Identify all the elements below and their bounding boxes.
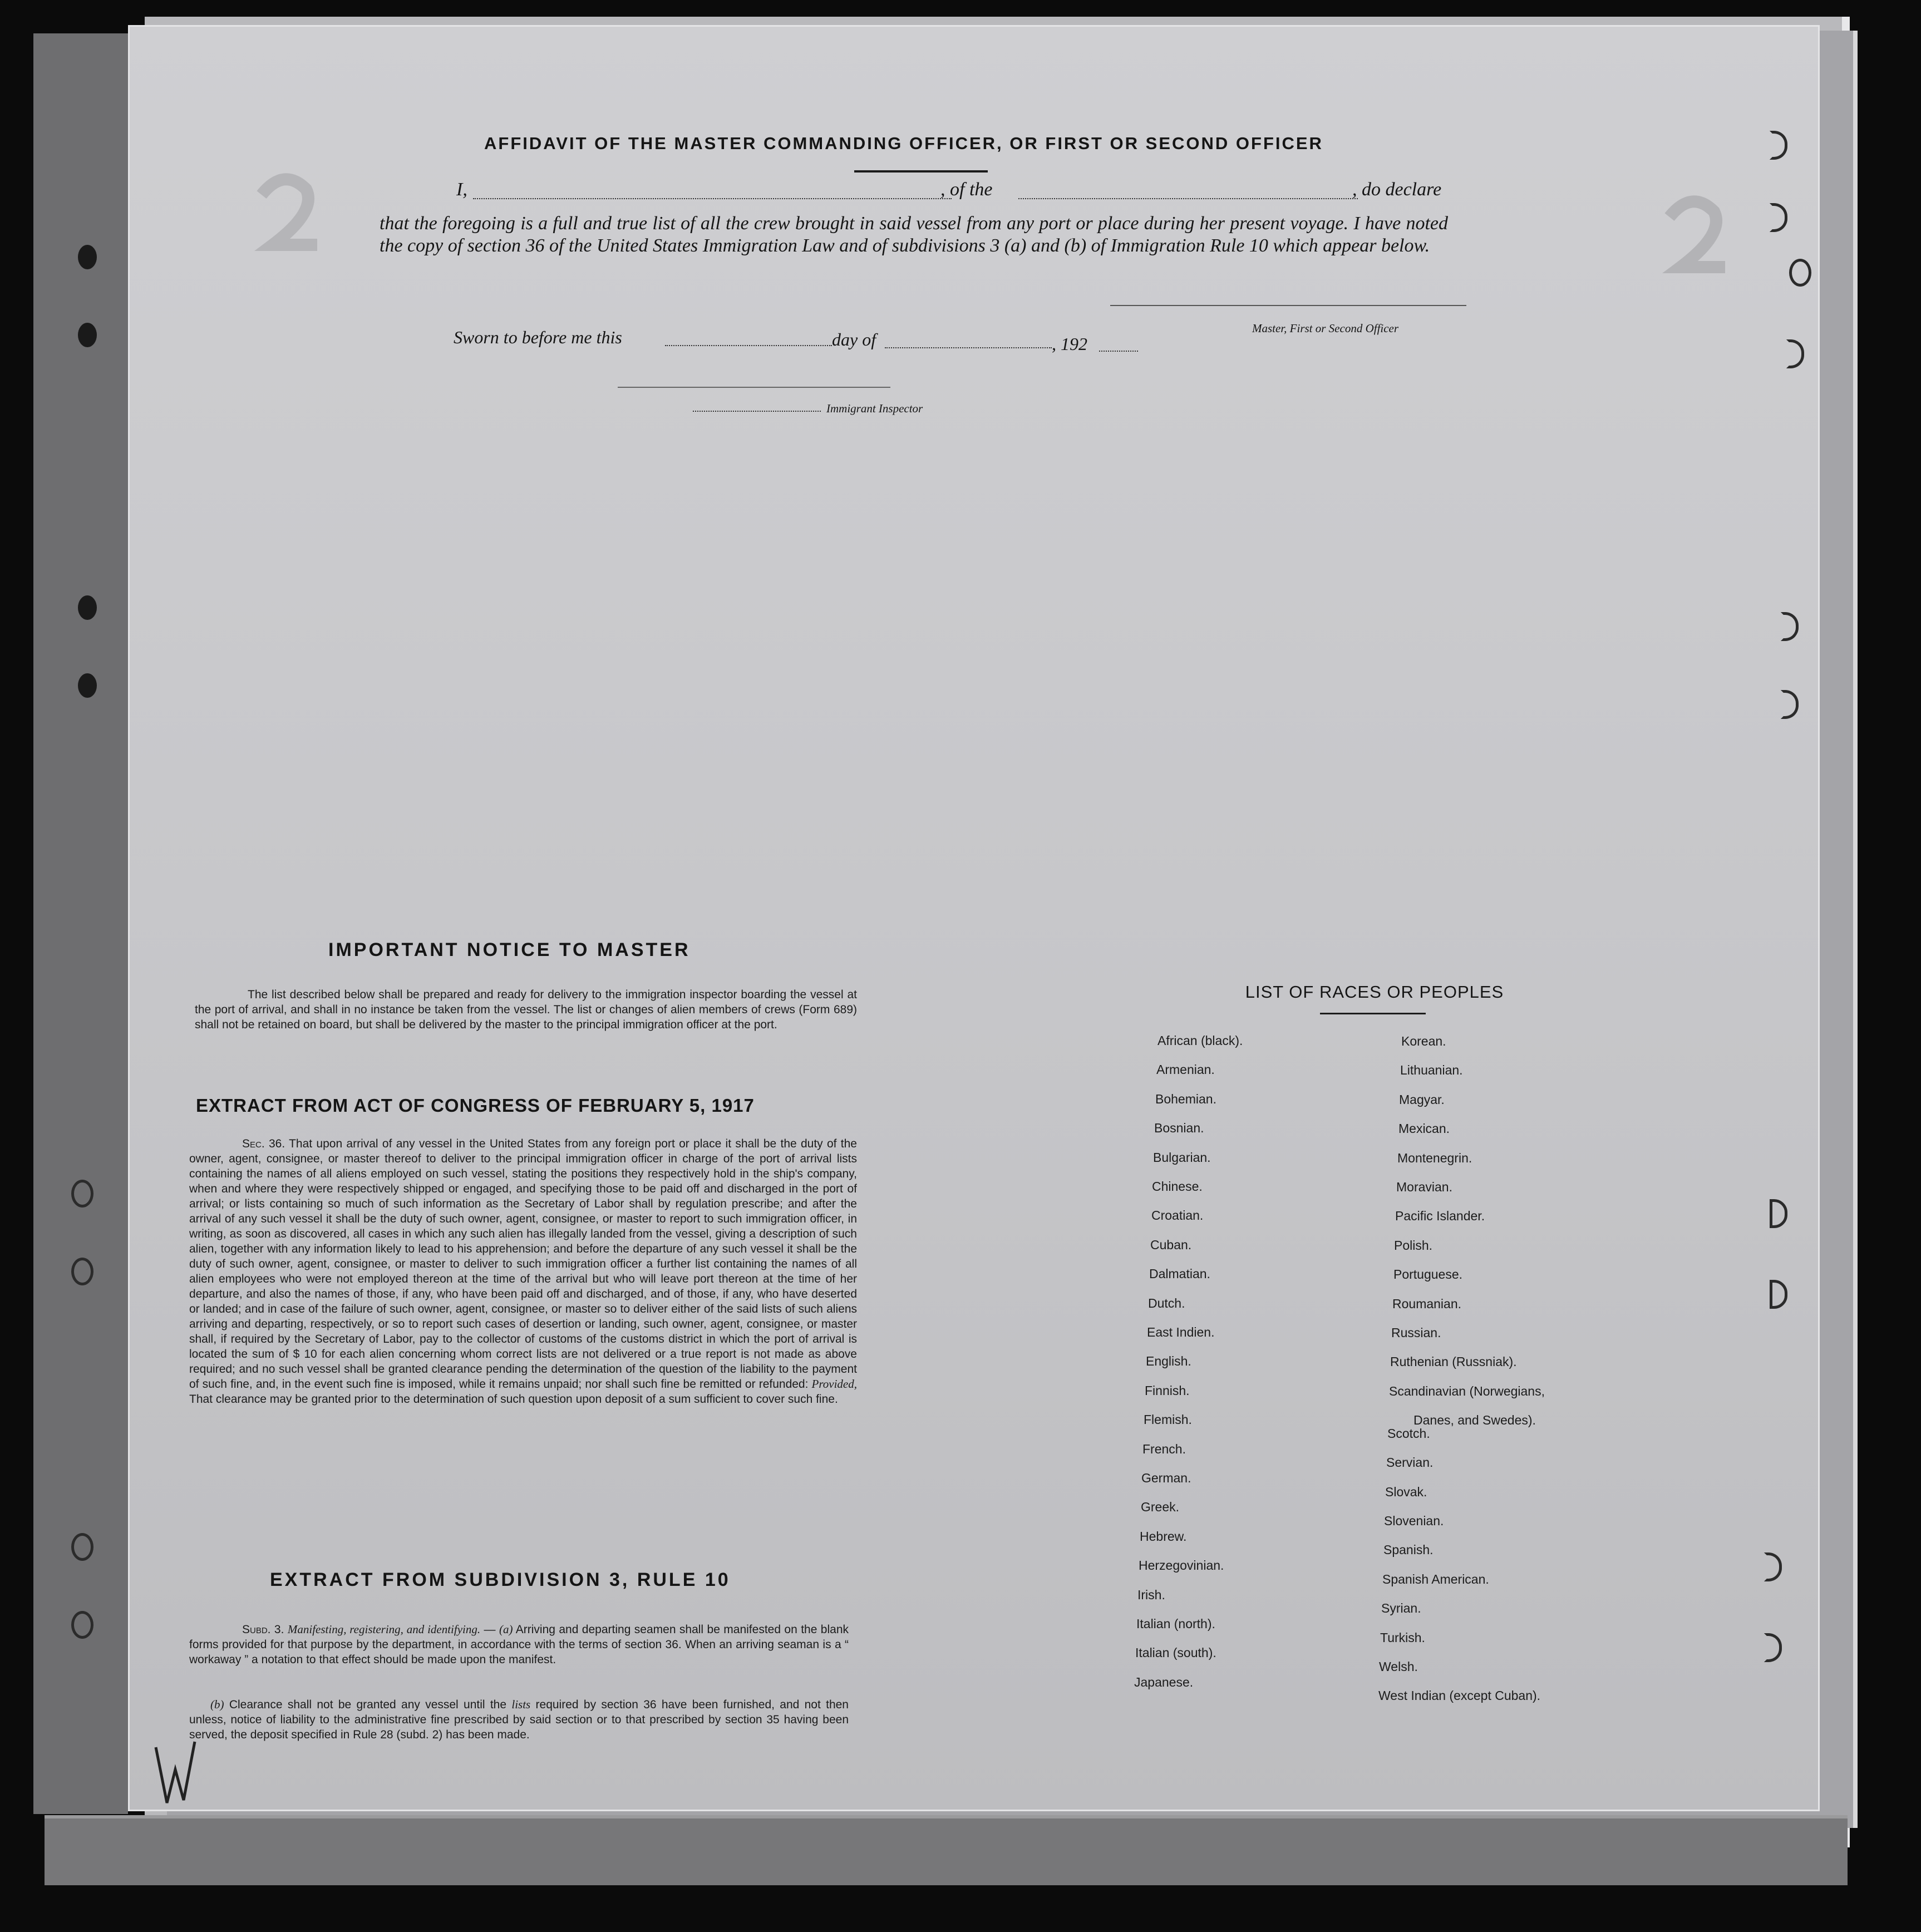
declaration-part-2: , of the: [940, 179, 993, 200]
clause-b-text-1: Clearance shall not be granted any vessel until the: [229, 1698, 507, 1711]
rule-extract-title: EXTRACT FROM SUBDIVISION 3, RULE 10: [270, 1569, 731, 1590]
race-item: Flemish.: [1144, 1412, 1192, 1427]
master-caption: Master, First or Second Officer: [1252, 322, 1399, 335]
clause-b-text-2: required by section 36 have been furnished, and not then unless, notice of liability to the administrative fine prescribed by said section or to that prescribed by section 35 having been served, the deposit specified in Rule 28 (subd. 2) has been made.: [189, 1698, 849, 1741]
punch-hole: [71, 1533, 93, 1561]
year-blank: [1099, 351, 1138, 352]
race-item: Polish.: [1394, 1238, 1433, 1253]
race-item: Herzegovinian.: [1139, 1558, 1224, 1573]
act-extract-body: [189, 1136, 857, 1407]
inspector-signature-line: [618, 387, 890, 388]
race-item: Finnish.: [1145, 1383, 1190, 1398]
race-item: Turkish.: [1380, 1630, 1425, 1645]
act-extract-title: EXTRACT FROM ACT OF CONGRESS OF FEBRUARY 5, 1917: [196, 1095, 755, 1116]
race-item: Magyar.: [1399, 1092, 1445, 1107]
race-item: Russian.: [1391, 1325, 1441, 1340]
race-item: Croatian.: [1151, 1208, 1204, 1223]
race-item: Chinese.: [1152, 1179, 1203, 1194]
race-item: Japanese.: [1134, 1674, 1194, 1689]
name-blank: [473, 198, 952, 199]
signature-line: [1110, 305, 1466, 306]
subdivision-label: Subd. 3.: [242, 1623, 284, 1636]
race-item: African (black).: [1157, 1033, 1243, 1048]
punch-hole: [78, 673, 97, 698]
race-item: Mexican.: [1398, 1121, 1450, 1136]
sworn-part-2: day of: [832, 329, 876, 349]
month-blank: [885, 347, 1052, 348]
race-item: Hebrew.: [1140, 1529, 1187, 1544]
race-item: Armenian.: [1156, 1062, 1215, 1077]
punch-hole: [71, 1180, 93, 1208]
declaration-part-1: I,: [456, 179, 467, 200]
subdivision-heading: Manifesting, registering, and identifying.: [287, 1623, 481, 1636]
race-item: Roumanian.: [1392, 1296, 1462, 1311]
lists-word: lists: [511, 1698, 531, 1711]
clause-b-label: (b): [210, 1698, 224, 1711]
race-item: English.: [1146, 1354, 1191, 1369]
race-item: West Indian (except Cuban).: [1378, 1688, 1541, 1703]
race-item: Danes, and Swedes).: [1413, 1412, 1536, 1427]
sworn-part-1: Sworn to before me this: [454, 327, 622, 347]
punch-hole: [78, 323, 97, 347]
title-underline: [854, 170, 988, 172]
race-item: East Indien.: [1147, 1325, 1215, 1339]
rule-extract-para-b: [189, 1697, 849, 1742]
race-item: Bulgarian.: [1153, 1150, 1211, 1165]
inspector-name-blank: [693, 411, 821, 412]
race-item: Montenegrin.: [1397, 1150, 1472, 1165]
race-item: Dutch.: [1148, 1295, 1185, 1310]
clause-a-text: Arriving and departing seamen shall be manifested on the blank forms provided for that purpose by the department, in accordance with the terms of section 36. When an arriving seaman is a “ workaway ” a notation to that effect should be made upon the manifest.: [189, 1623, 849, 1666]
affidavit-body: that the foregoing is a full and true list of all the crew brought in said vessel from any port or place during her present voyage. I have noted the copy of section 36 of the United States Immigration Law and of subdivisions 3 (a) and (b) of Immigration Rule 10 which appear below.: [380, 213, 1448, 256]
ghost-page-number-mark: [250, 167, 328, 256]
race-item: Spanish.: [1383, 1542, 1434, 1558]
sworn-part-3: , 192: [1052, 334, 1087, 354]
race-item: Bosnian.: [1154, 1121, 1204, 1136]
inspector-caption: Immigrant Inspector: [826, 402, 923, 415]
race-item: Greek.: [1141, 1500, 1180, 1515]
race-item: Korean.: [1401, 1034, 1446, 1048]
provided-text: That clearance may be granted prior to the determination of such question upon deposit of a sum sufficient to cover such fine.: [189, 1393, 838, 1406]
race-item: Welsh.: [1379, 1659, 1418, 1674]
notice-body: The list described below shall be prepared and ready for delivery to the immigration inspector boarding the vessel at the port of arrival, and shall in no instance be taken from the vessel. The list or changes of alien members of crews (Form 689) shall not be retained on board, but shall be delivered by the master to the principal immigration officer at the port.: [195, 988, 857, 1031]
race-item: Spanish American.: [1382, 1571, 1489, 1586]
race-item: Italian (north).: [1136, 1616, 1215, 1631]
affidavit-title: AFFIDAVIT OF THE MASTER COMMANDING OFFICER, OR FIRST OR SECOND OFFICER: [484, 134, 1323, 153]
notice-title: IMPORTANT NOTICE TO MASTER: [328, 939, 691, 960]
race-item: Slovenian.: [1384, 1514, 1444, 1528]
race-item: French.: [1142, 1441, 1186, 1456]
vessel-blank: [1018, 198, 1358, 199]
ghost-page-number-mark: [1658, 189, 1736, 278]
day-blank: [665, 345, 832, 346]
punch-hole: [71, 1258, 93, 1285]
section-36-text: That upon arrival of any vessel in the United States from any foreign port or place it shall be the duty of the owner, agent, consignee, or master thereof to deliver to the principal immigration officer in charge of the port of arrival lists containing the names of all aliens employed on such vessel, stating the positions they respectively hold in the ship's company, when and where they were respectively shipped or engaged, and specifying those to be paid off and discharged in the port of arrival; or lists containing so much of such information as the Secretary of Labor shall by regulation prescribe; and after the arrival of any such vessel it shall be the duty of such owner, agent, consignee, or master to report to such immigration officer, in writing, as soon as discovered, all cases in which any such alien has illegally landed from the vessel, giving a description of such alien, together with any information likely to lead to his apprehension; and before the departure of any such vessel it shall be the duty of such owner, agent, consignee, or master to deliver to such immigration officer a further list containing the names of all alien employees who were not employed thereon at the time of the arrival but who will leave port thereon at the time of her departure, and also the names of those, if any, who have been paid off and discharged, and of those, if any, who have deserted or landed; and in case of the failure of such owner, agent, consignee, or master so to deliver either of the said lists of such aliens arriving and departing, respectively, or so to report such cases of desertion or landing, such owner, agent, consignee, or master shall, if required by the Secretary of Labor, pay to the collector of customs of the customs district in which the port of arrival is located the sum of $ 10 for each alien concerning whom correct lists are not delivered or a true report is not made as above required; and no such vessel shall be granted clearance pending the determination of the question of the liability to the payment of such fine, and, in the event such fine is imposed, while it remains unpaid; nor shall such fine be remitted or refunded:: [189, 1137, 857, 1391]
provided-label: Provided,: [811, 1377, 857, 1391]
race-item: Servian.: [1386, 1455, 1434, 1470]
race-item: Italian (south).: [1135, 1645, 1216, 1660]
race-item: Ruthenian (Russniak).: [1390, 1354, 1517, 1369]
race-item: Syrian.: [1381, 1601, 1421, 1616]
clause-a-label: (a): [499, 1623, 513, 1636]
punch-hole: [1789, 259, 1811, 287]
race-item: Bohemian.: [1155, 1091, 1216, 1106]
race-item: Portuguese.: [1393, 1267, 1463, 1282]
race-item: Lithuanian.: [1400, 1063, 1463, 1078]
race-item: Slovak.: [1385, 1484, 1427, 1499]
race-item: Pacific Islander.: [1395, 1209, 1485, 1224]
section-label: Sec. 36.: [242, 1137, 285, 1150]
race-item: Moravian.: [1396, 1180, 1452, 1194]
punch-hole: [78, 595, 97, 620]
declaration-part-3: , do declare: [1352, 179, 1442, 200]
punch-hole: [71, 1611, 93, 1639]
race-item: Scotch.: [1387, 1426, 1430, 1441]
handwritten-check-mark: [150, 1736, 200, 1814]
race-item: Irish.: [1137, 1587, 1165, 1602]
race-item: Scandinavian (Norwegians,: [1389, 1383, 1545, 1398]
races-title-underline: [1320, 1013, 1426, 1014]
rule-extract-para-a: Subd. 3. Manifesting, registering, and identifying. — (a) Arriving and departing seamen shall be manifested on the blank forms provided for that purpose by the department, in accordance with the terms of section 36. When an arriving seaman is a “ workaway ” a notation to that effect should be made upon the manifest.: [189, 1623, 849, 1666]
manifest-page: [128, 25, 1820, 1811]
race-item: Dalmatian.: [1149, 1266, 1210, 1282]
races-title: LIST OF RACES OR PEOPLES: [1245, 982, 1504, 1002]
punch-hole: [78, 245, 97, 269]
race-item: Cuban.: [1150, 1237, 1192, 1252]
bottom-binding: [45, 1815, 1848, 1885]
race-item: German.: [1141, 1471, 1191, 1485]
